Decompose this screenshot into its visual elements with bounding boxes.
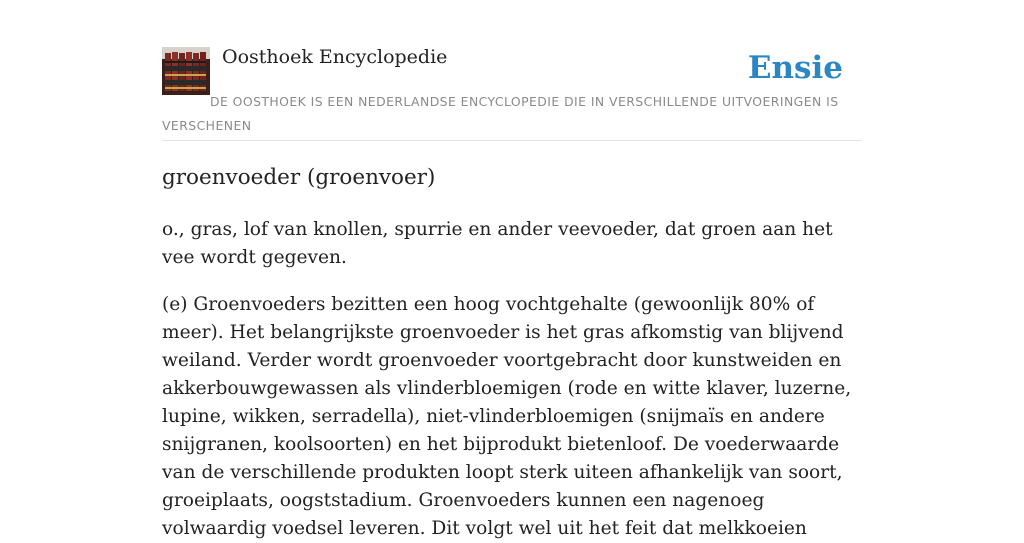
body-paragraph: (e) Groenvoeders bezitten een hoog vochtgehalte (gewoonlijk 80% of meer). Het belangrijkste groenvoeder is het gras afkomstig van blijvend weiland. Verder wordt groenvoeder voortgebracht door kunstweiden en akkerbouwgewassen als vlinderbloemigen (rode en witte klaver, luzerne, lupine, wikken, serradella), niet-vlinderbloemigen (snijmaïs en andere snijgranen, koolsoorten) en het bijprodukt bietenloof. De voederwaarde van de verschillende produkten loopt sterk uiteen afhankelijk van soort, groeiplaats, oogststadium. Groenvoeders kunnen een nagenoeg volwaardig voedsel leveren. Dit volgt wel uit het feit dat melkkoeien (162, 294, 852, 539)
definition-paragraph: o., gras, lof van knollen, spurrie en ander veevoeder, dat groen aan het vee wordt gegeven. (162, 219, 833, 268)
article (162, 163, 862, 543)
ensie-logo[interactable]: Ensie (747, 50, 843, 86)
site-header (162, 0, 862, 141)
site-name[interactable]: Oosthoek Encyclopedie (222, 46, 448, 68)
books-image (162, 47, 210, 95)
encyclopedia-avatar-icon[interactable] (162, 47, 210, 95)
entry-title: groenvoeder (groenvoer) (162, 165, 436, 190)
page-container (162, 0, 862, 539)
site-tagline: DE OOSTHOEK IS EEN NEDERLANDSE ENCYCLOPEDIE DIE IN VERSCHILLENDE UITVOERINGEN IS VERSCHENEN (162, 94, 839, 133)
